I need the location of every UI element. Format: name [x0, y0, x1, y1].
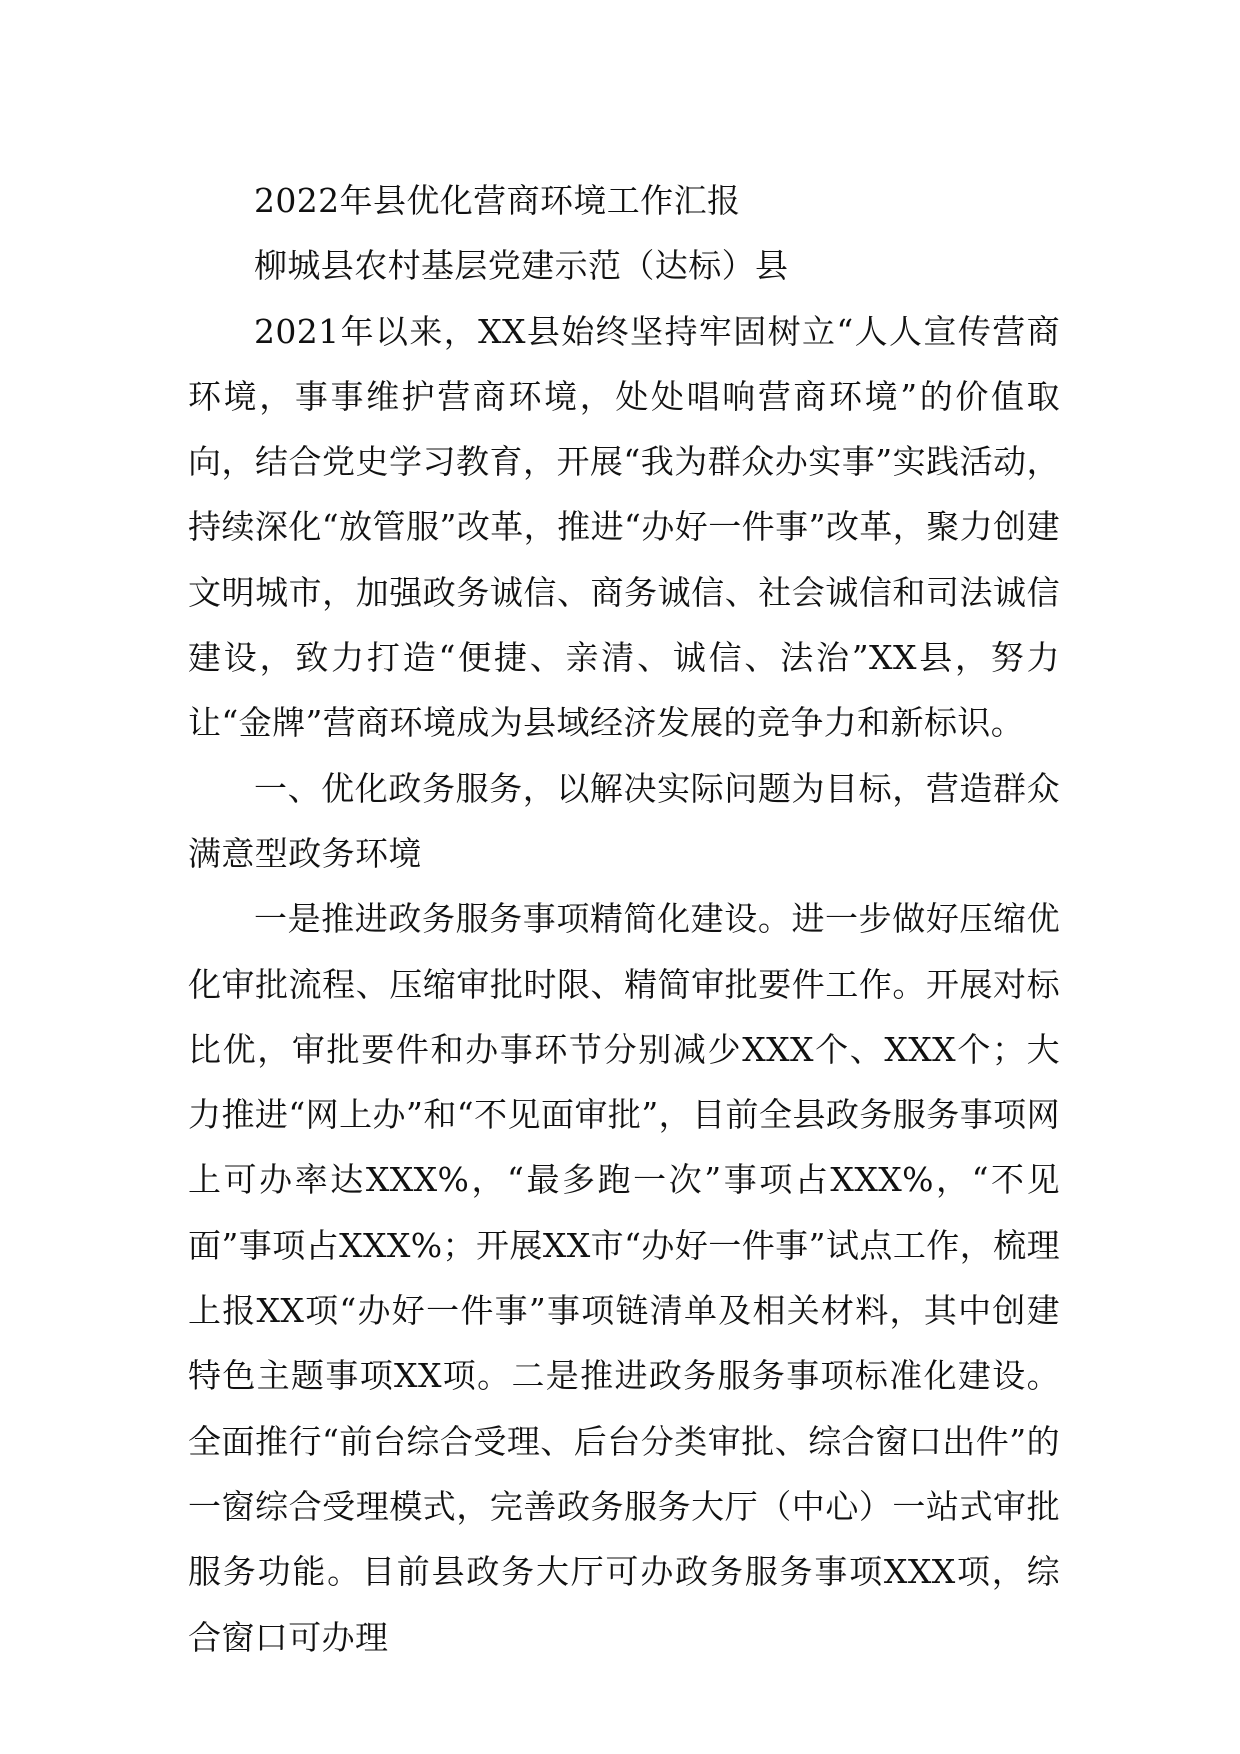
document-title: 2022年县优化营商环境工作汇报 [254, 181, 741, 220]
intro-paragraph: 2021年以来，XX县始终坚持牢固树立“人人宣传营商环境，事事维护营商环境，处处唱响营商环境”的价值取向，结合党史学习教育，开展“我为群众办实事”实践活动，持续深化“放管服”改革，推进“办好一件事”改革，聚力创建文明城市，加强政务诚信、商务诚信、社会诚信和司法诚信建设，致力打造“便捷、亲清、诚信、法治”XX县，努力让“金牌”营商环境成为县域经济发展的竞争力和新标识。 [188, 311, 1060, 743]
document-body [188, 168, 1060, 1670]
document-subtitle: 柳城县农村基层党建示范（达标）县 [254, 246, 789, 286]
body-paragraph: 一是推进政务服务事项精简化建设。进一步做好压缩优化审批流程、压缩审批时限、精简审批要件工作。开展对标比优，审批要件和办事环节分别减少XXX个、XXX个；大力推进“网上办”和“不见面审批”，目前全县政务服务事项网上可办率达XXX%，“最多跑一次”事项占XXX%，“不见面”事项占XXX%；开展XX市“办好一件事”试点工作，梳理上报XX项“办好一件事”事项链清单及相关材料，其中创建特色主题事项XX项。二是推进政务服务事项标准化建设。全面推行“前台综合受理、后台分类审批、综合窗口出件”的一窗综合受理模式，完善政务服务大厅（中心）一站式审批服务功能。目前县政务大厅可办政务服务事项XXX项，综合窗口可办理 [188, 899, 1060, 1657]
section-heading: 一、优化政务服务，以解决实际问题为目标，营造群众满意型政务环境 [188, 768, 1060, 873]
